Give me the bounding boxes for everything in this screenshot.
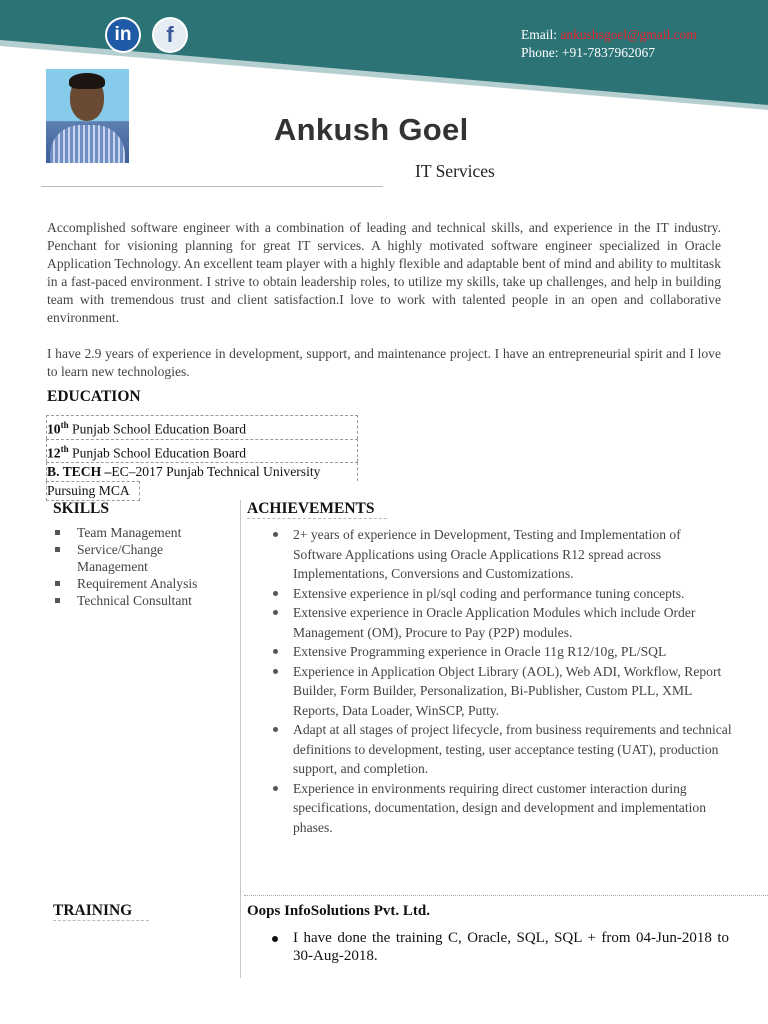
education-item: Pursuing MCA	[46, 481, 140, 501]
summary-paragraph: Accomplished software engineer with a combination of leading and technical skills, and experience in the IT industry. Penchant for visioning planning for great IT services. A highly motivated software engineer specialized in Oracle Application Technology. An excellent team player with a highly flexible and adaptable bent of mind and ability to multitask in a fast-paced environment. I strive to obtain leadership roles, to utilize my skills, take up challenges, and help in building team with tremendous trust and client satisfaction.I love to work with talented people in an open and collaborative environment.	[47, 220, 721, 325]
achievement-item: Extensive experience in Oracle Application Modules which include Order Management (OM), Procure to Pay (P2P) modules.	[293, 603, 733, 642]
skill-item: Requirement Analysis	[77, 575, 227, 592]
achievements-heading: ACHIEVEMENTS	[247, 500, 387, 519]
email-line	[521, 26, 697, 44]
contact-info	[521, 26, 697, 62]
skill-item: Technical Consultant	[77, 592, 227, 609]
facebook-icon-glyph: f	[154, 19, 186, 51]
training-company: Oops InfoSolutions Pvt. Ltd.	[247, 903, 430, 919]
training-item: I have done the training C, Oracle, SQL, SQL + from 04-Jun-2018 to 30-Aug-2018.	[293, 930, 729, 964]
email-label: Email:	[521, 27, 557, 42]
achievement-item: Experience in Application Object Library (AOL), Web ADI, Workflow, Report Builder, Form Builder, Personalization, Bi-Publisher, Custom PLL, XML Reports, Data Loader, WinSCP, Putty.	[293, 662, 733, 721]
facebook-icon[interactable]	[152, 17, 188, 53]
training-heading: TRAINING	[53, 902, 149, 921]
achievements-list	[293, 525, 733, 837]
achievement-item: Adapt at all stages of project lifecycle, from business requirements and technical definitions to development, testing, user acceptance testing (UAT), production support, and completion.	[293, 720, 733, 779]
candidate-name: Ankush Goel	[274, 112, 469, 147]
candidate-role: IT Services	[415, 161, 495, 181]
profile-summary	[47, 219, 721, 399]
skills-heading: SKILLS	[53, 500, 110, 517]
achievement-item: Experience in environments requiring direct customer interaction during specifications, documentation, design and development and implementation phases.	[293, 779, 733, 838]
training-list	[293, 929, 729, 965]
skill-item: Service/Change Management	[77, 541, 227, 575]
column-divider	[240, 500, 241, 978]
email-link[interactable]: ankushsgoel@gmail.com	[560, 27, 697, 42]
education-item: 12th Punjab School Education Board	[46, 439, 358, 463]
education-list	[46, 415, 358, 501]
linkedin-icon[interactable]	[105, 17, 141, 53]
skills-list	[77, 524, 227, 609]
skill-item: Team Management	[77, 524, 227, 541]
linkedin-icon-glyph: in	[107, 19, 139, 51]
achievement-item: 2+ years of experience in Development, Testing and Implementation of Software Applications using Oracle Applications R12 spread across Implementations, Conversions and Customizations.	[293, 525, 733, 584]
education-item: 10th Punjab School Education Board	[46, 415, 358, 439]
summary-paragraph: I have 2.9 years of experience in development, support, and maintenance project. I have an entrepreneurial spirit and I love to learn new technologies.	[47, 346, 721, 379]
section-divider	[244, 895, 768, 896]
header-divider	[41, 186, 383, 187]
achievement-item: Extensive Programming experience in Oracle 11g R12/10g, PL/SQL	[293, 642, 733, 662]
achievement-item: Extensive experience in pl/sql coding and performance tuning concepts.	[293, 584, 733, 604]
education-heading: EDUCATION	[47, 388, 141, 405]
phone-label: Phone:	[521, 45, 559, 60]
profile-photo	[46, 69, 129, 163]
phone-value: +91-7837962067	[561, 45, 655, 60]
education-item: B. TECH –EC–2017 Punjab Technical University	[46, 462, 358, 481]
phone-line	[521, 44, 697, 62]
